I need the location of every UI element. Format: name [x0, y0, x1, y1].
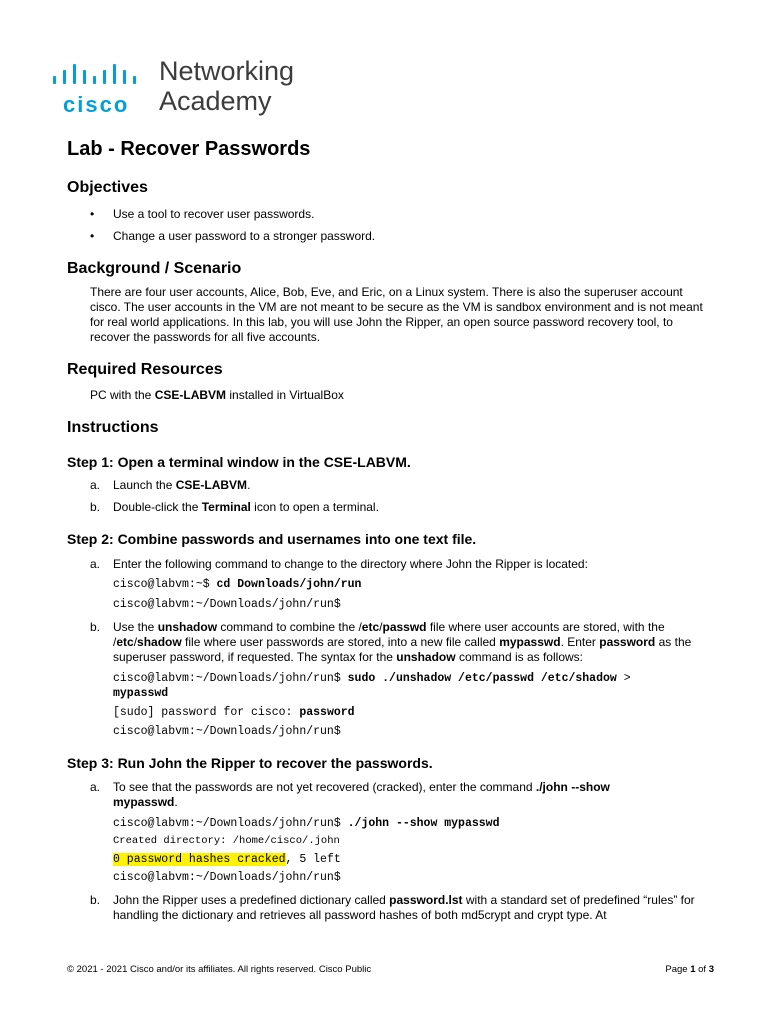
- logo-networking-text: Networking: [159, 56, 295, 86]
- highlighted-text: 0 password hashes cracked: [113, 853, 286, 866]
- code-line: 0 password hashes cracked, 5 left: [113, 853, 341, 866]
- cisco-networking-academy-logo: [52, 54, 312, 118]
- code-line: cisco@labvm:~/Downloads/john/run$: [113, 598, 341, 611]
- resources-text: PC with the CSE-LABVM installed in VirtualBox: [90, 388, 344, 402]
- instructions-heading: Instructions: [67, 419, 159, 436]
- cisco-bars-icon: [52, 62, 148, 84]
- code-line: cisco@labvm:~/Downloads/john/run$ ./john --show mypasswd: [113, 817, 500, 830]
- code-line: cisco@labvm:~/Downloads/john/run$: [113, 725, 341, 738]
- cisco-wordmark: cisco: [63, 92, 130, 117]
- code-line: Created directory: /home/cisco/.john: [113, 835, 340, 847]
- code-line: cisco@labvm:~/Downloads/john/run$: [113, 871, 341, 884]
- step1-heading: Step 1: Open a terminal window in the CSE-LABVM.: [67, 454, 411, 470]
- background-paragraph: There are four user accounts, Alice, Bob, Eve, and Eric, on a Linux system. There is also the superuser account cisco. The user accounts in the VM are not meant to be secure as the VM is sandbox environment and is not meant for real world applications. In this lab, you will use John the Ripper, an open source password recovery tool, to recover the passwords for all five accounts.: [90, 285, 703, 344]
- step3-heading: Step 3: Run John the Ripper to recover the passwords.: [67, 755, 433, 771]
- background-heading: Background / Scenario: [67, 260, 242, 277]
- code-line: [sudo] password for cisco: password: [113, 706, 355, 719]
- code-line: cisco@labvm:~$ cd Downloads/john/run: [113, 578, 362, 591]
- step2-heading: Step 2: Combine passwords and usernames into one text file.: [67, 531, 477, 547]
- bullet-icon: •: [90, 207, 95, 221]
- logo-academy-text: Academy: [159, 86, 272, 116]
- page-title: Lab - Recover Passwords: [67, 138, 311, 160]
- footer-copyright: © 2021 - 2021 Cisco and/or its affiliates. All rights reserved. Cisco Public: [67, 964, 372, 975]
- resources-heading: Required Resources: [67, 361, 223, 378]
- objectives-heading: Objectives: [67, 179, 148, 196]
- code-line: mypasswd: [113, 687, 169, 700]
- footer-page-number: Page 1 of 3: [665, 964, 714, 975]
- bullet-icon: •: [90, 229, 95, 243]
- code-line: cisco@labvm:~/Downloads/john/run$ sudo ./unshadow /etc/passwd /etc/shadow >: [113, 672, 631, 685]
